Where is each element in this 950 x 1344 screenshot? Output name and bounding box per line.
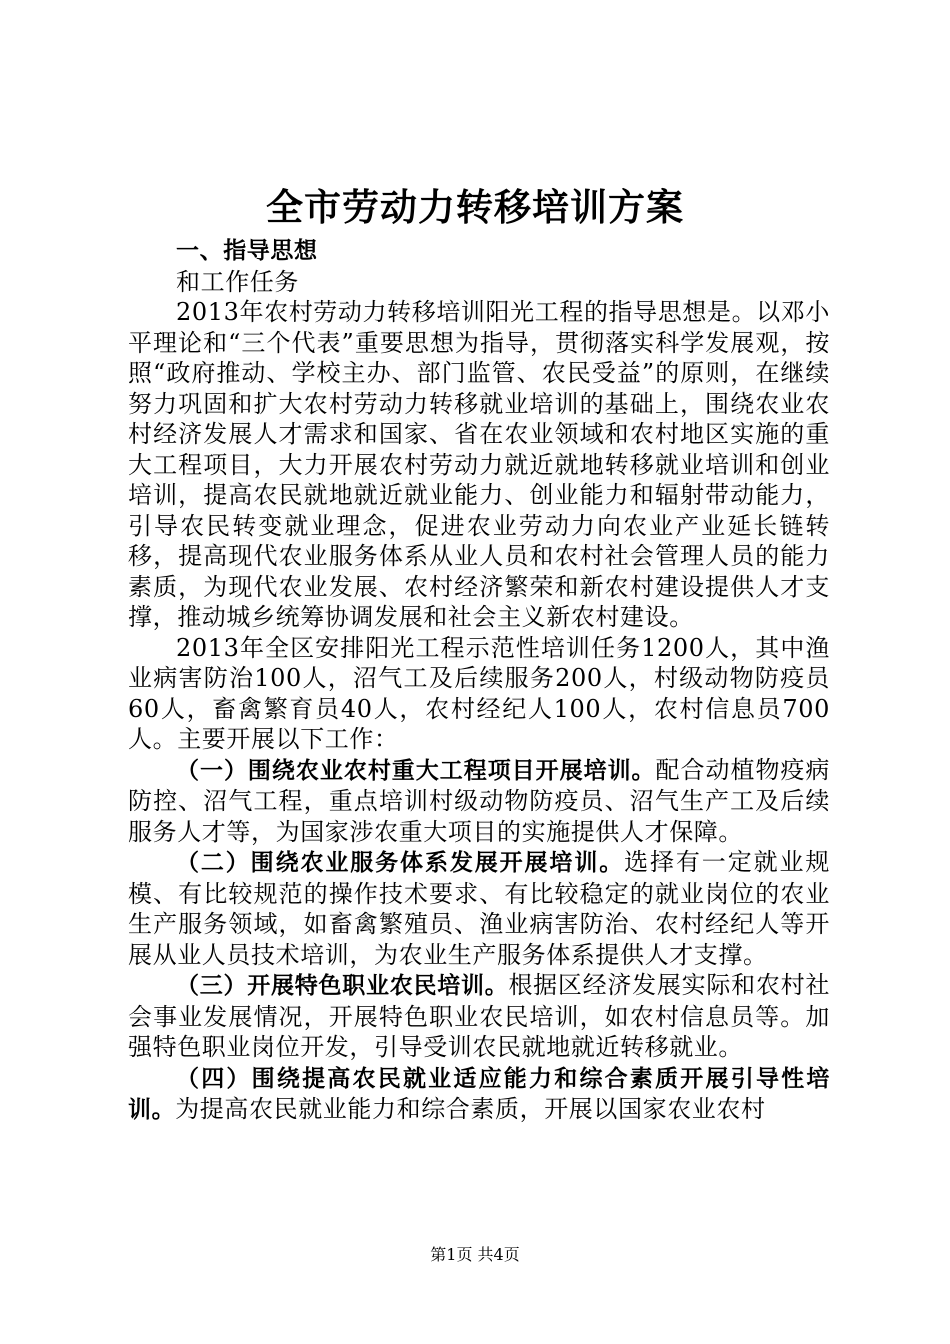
item-heading-4: （四）围绕提高农民就业适应能力和综合素质开展引导性培训。 (128, 1065, 830, 1123)
item-paragraph-1 (128, 755, 830, 848)
item-paragraph-3 (128, 970, 830, 1063)
item-text-2: 选择有一定就业规模、有比较规范的操作技术要求、有比较稳定的就业岗位的农业生产服务领域，如畜禽繁殖员、渔业病害防治、农村经纪人等开展从业人员技术培训，为农业生产服务体系提供人才支撑。 (128, 848, 830, 969)
page-number-footer: 第1页 共4页 (430, 1245, 520, 1264)
item-heading-3: （三）开展特色职业农民培训。 (176, 973, 509, 999)
item-paragraph-2 (128, 847, 830, 970)
item-heading-1: （一）围绕农业农村重大工程项目开展培训。 (176, 757, 656, 784)
document-body (128, 236, 830, 1126)
item-heading-2: （二）围绕农业服务体系发展开展培训。 (176, 850, 625, 876)
item-text-1: 配合动植物疫病防控、沼气工程，重点培训村级动物防疫员、沼气生产工及后续服务人才等，为国家涉农重大项目的实施提供人才保障。 (128, 755, 831, 846)
section-heading: 一、指导思想 (176, 238, 318, 264)
item-paragraph-4 (128, 1063, 830, 1126)
item-text-3: 根据区经济发展实际和农村社会事业发展情况，开展特色职业农民培训，如农村信息员等。加强特色职业岗位开发，引导受训农民就地就近转移就业。 (128, 971, 830, 1061)
paragraph-guiding-thought: 2013年农村劳动力转移培训阳光工程的指导思想是。以邓小平理论和“三个代表”重要思想为指导，贯彻落实科学发展观，按照“政府推动、学校主办、部门监管、农民受益”的原则，在继续努力巩固和扩大农村劳动力转移就业培训的基础上，围绕农业农村经济发展人才需求和国家、省在农业领域和农村地区实施的重大工程项目，大力开展农村劳动力就近就地转移就业培训和创业培训，提高农民就地就近就业能力、创业能力和辐射带动能力，引导农民转变就业理念，促进农业劳动力向农业产业延长链转移，提高现代农业服务体系从业人员和农村社会管理人员的能力素质，为现代农业发展、农村经济繁荣和新农村建设提供人才支撑，推动城乡统筹协调发展和社会主义新农村建设。 (128, 298, 830, 631)
document-title: 全市劳动力转移培训方案 (266, 186, 684, 229)
paragraph-training-tasks: 2013年全区安排阳光工程示范性培训任务1200人，其中渔业病害防治100人，沼气工及后续服务200人，村级动物防疫员60人，畜禽繁育员40人，农村经纪人100人，农村信息员700人。主要开展以下工作： (128, 633, 830, 753)
section-subheading: 和工作任务 (176, 267, 299, 296)
item-text-4: 为提高农民就业能力和综合素质，开展以国家农业农村 (175, 1095, 766, 1123)
